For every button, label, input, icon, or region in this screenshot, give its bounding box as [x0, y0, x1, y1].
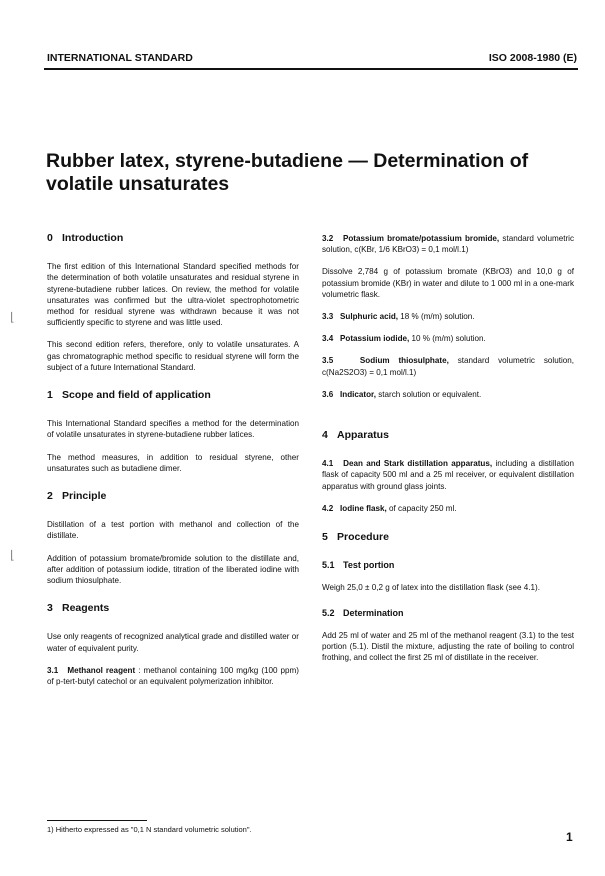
section-0-heading: 0 Introduction	[47, 232, 124, 244]
clause-4-2: 4.2 Iodine flask, of capacity 250 ml.	[322, 503, 457, 513]
right-column	[322, 233, 574, 674]
section-5-2-paragraph: Add 25 ml of water and 25 ml of the methanol reagent (3.1) to the test portion (5.1). Distil the mixture, adjusting the rate of boiling to control frothing, and collect the first 25 ml of distillate in the receiver.	[322, 630, 574, 663]
document-title: Rubber latex, styrene-butadiene — Determination of volatile unsaturates	[46, 150, 529, 195]
clause-3-6: 3.6 Indicator, starch solution or equivalent.	[322, 389, 482, 399]
section-1-paragraph-2: The method measures, in addition to residual styrene, other unsaturates such as butadiene dimer.	[47, 452, 299, 473]
page-number: 1	[566, 830, 573, 844]
header-right: ISO 2008-1980 (E)	[488, 52, 577, 64]
clause-3-3: 3.3 Sulphuric acid, 18 % (m/m) solution.	[322, 312, 475, 322]
section-2-heading: 2 Principle	[47, 490, 107, 503]
section-0-paragraph-2: This second edition refers, therefore, only to volatile unsaturates. A gas chromatographic method specific to residual styrene will form the subject of a future International Standard.	[47, 340, 299, 372]
section-3-heading: 3 Reagents	[47, 602, 110, 615]
section-2-paragraph-2: Addition of potassium bromate/bromide solution to the distillate and, after addition of potassium iodide, titration of the liberated iodine with sodium thiosulphate.	[47, 553, 299, 586]
section-2-paragraph-1: Distillation of a test portion with methanol and collection of the distillate.	[47, 520, 299, 541]
section-3-paragraph-1: Use only reagents of recognized analytical grade and distilled water or water of equivalent purity.	[47, 632, 299, 653]
clause-3-4: 3.4 Potassium iodide, 10 % (m/m) solution.	[322, 334, 486, 344]
footnote-rule	[47, 820, 147, 821]
margin-mark: ⌊	[10, 310, 15, 324]
section-5-heading: 5 Procedure	[322, 531, 389, 544]
section-4-heading: 4 Apparatus	[322, 429, 389, 442]
running-header	[47, 52, 577, 64]
clause-3-1: 3.1 Methanol reagent : methanol containing 100 mg/kg (100 ppm) of p-tert-butyl catechol or an equivalent polymerization inhibitor.	[47, 665, 299, 687]
clause-3-2-paragraph: Dissolve 2,784 g of potassium bromate (KBrO3) and 10,0 g of potassium bromide (KBr) in water and dilute to 1 000 ml in a one-mark volumetric flask.	[322, 267, 574, 299]
clause-4-1: 4.1 Dean and Stark distillation apparatus, including a distillation flask of capacity 500 ml and a 25 ml receiver, or equivalent distillation apparatus with ground glass joints.	[322, 459, 575, 491]
section-5-1-heading: 5.1 Test portion	[322, 560, 395, 571]
section-5-1-paragraph: Weigh 25,0 ± 0,2 g of latex into the distillation flask (see 4.1).	[322, 583, 540, 593]
left-column	[47, 233, 299, 698]
clause-3-2: 3.2 Potassium bromate/potassium bromide, standard volumetric solution, c(KBr, 1/6 KBrO3) = 0,1 mol/l.1)	[322, 234, 575, 255]
margin-mark: ⌊	[10, 548, 15, 562]
clause-3-5: 3.5 Sodium thiosulphate, standard volumetric solution, c(Na2S2O3) = 0,1 mol/l.1)	[322, 356, 574, 377]
section-1-paragraph-1: This International Standard specifies a method for the determination of volatile unsaturates in styrene-butadiene rubber latices.	[47, 419, 299, 440]
footnote: 1) Hitherto expressed as "0,1 N standard volumetric solution".	[47, 825, 252, 834]
header-left: INTERNATIONAL STANDARD	[47, 52, 193, 64]
section-0-paragraph-1: The first edition of this International Standard specified methods for the determination of both volatile unsaturates and residual styrene in styrene-butadiene rubber latices. On review, the method for volatile unsaturates was confirmed but the ultra-violet spectrophotometric method for residual styrene was withdrawn because it was not sufficiently specific to styrene and was little used.	[47, 262, 299, 328]
section-1-heading: 1 Scope and field of application	[47, 389, 211, 402]
section-5-2-heading: 5.2 Determination	[322, 607, 404, 618]
header-rule	[44, 68, 578, 70]
